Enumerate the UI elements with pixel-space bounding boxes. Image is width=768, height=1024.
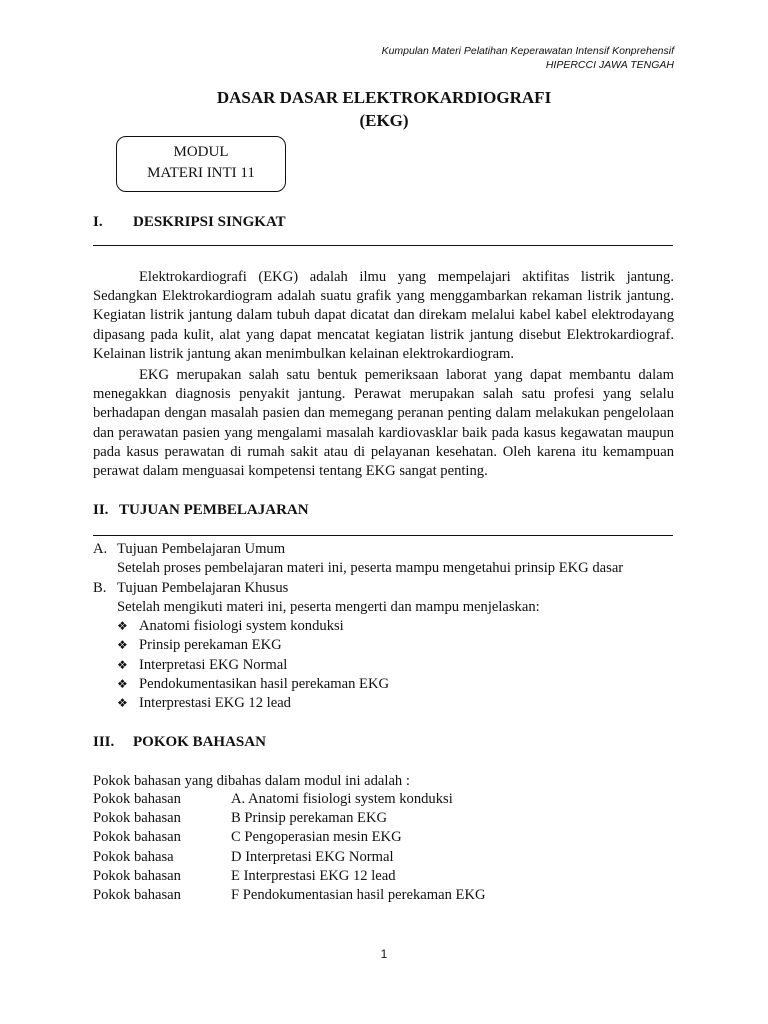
module-label: MODUL [173, 144, 229, 160]
list-item-text: Pendokumentasikan hasil perekaman EKG [139, 676, 390, 692]
section-heading-1 [93, 214, 286, 231]
divider-line [93, 245, 673, 246]
section-heading-3 [93, 734, 266, 751]
page-number: 1 [380, 947, 388, 961]
objective-general [93, 540, 285, 559]
list-marker: A. [93, 541, 108, 557]
topic-value: A. Anatomi fisiologi system konduksi [231, 791, 453, 807]
section-title: DESKRIPSI SINGKAT [133, 214, 286, 230]
list-item [117, 617, 344, 636]
topics-intro: Pokok bahasan yang dibahas dalam modul ini adalah : [93, 773, 410, 789]
topic-label: Pokok bahasan [93, 868, 181, 884]
section-number: III. [93, 734, 115, 750]
topic-label: Pokok bahasan [93, 887, 181, 903]
module-box [116, 136, 286, 192]
diamond-bullet-icon: ❖ [117, 677, 128, 691]
objective-specific-text: Setelah mengikuti materi ini, peserta mengerti dan mampu menjelaskan: [117, 599, 540, 615]
section-number: I. [93, 214, 103, 230]
list-marker: B. [93, 580, 107, 596]
list-item [117, 636, 282, 655]
diamond-bullet-icon: ❖ [117, 638, 128, 652]
topic-label: Pokok bahasan [93, 829, 181, 845]
list-item [117, 675, 389, 694]
topic-value: C Pengoperasian mesin EKG [231, 829, 402, 845]
list-item-text: Interprestasi EKG 12 lead [139, 695, 291, 711]
list-item-text: Prinsip perekaman EKG [139, 637, 282, 653]
running-header [382, 44, 674, 72]
divider-line [93, 535, 673, 536]
objective-general-title: Tujuan Pembelajaran Umum [117, 541, 286, 557]
diamond-bullet-icon: ❖ [117, 696, 128, 710]
diamond-bullet-icon: ❖ [117, 619, 128, 633]
section-title: TUJUAN PEMBELAJARAN [119, 502, 309, 518]
topic-label: Pokok bahasan [93, 791, 181, 807]
topic-value: D Interpretasi EKG Normal [231, 849, 394, 865]
section-title: POKOK BAHASAN [133, 734, 266, 750]
list-item-text: Anatomi fisiologi system konduksi [139, 618, 344, 634]
topic-label: Pokok bahasa [93, 849, 174, 865]
document-title: DASAR DASAR ELEKTROKARDIOGRAFI [216, 88, 552, 107]
diamond-bullet-icon: ❖ [117, 658, 128, 672]
topic-value: F Pendokumentasian hasil perekaman EKG [231, 887, 486, 903]
list-item-text: Interpretasi EKG Normal [139, 657, 288, 673]
section-number: II. [93, 502, 109, 518]
document-subtitle: (EKG) [359, 111, 409, 130]
topic-value: B Prinsip perekaman EKG [231, 810, 388, 826]
objective-specific-title: Tujuan Pembelajaran Khusus [117, 580, 289, 596]
objective-specific [93, 579, 288, 598]
list-item [117, 694, 291, 713]
objective-general-text: Setelah proses pembelajaran materi ini, peserta mampu mengetahui prinsip EKG dasar [117, 560, 624, 576]
module-subject: MATERI INTI 11 [147, 165, 255, 181]
section-heading-2 [93, 502, 309, 519]
list-item [117, 656, 287, 675]
topic-label: Pokok bahasan [93, 810, 181, 826]
topic-value: E Interprestasi EKG 12 lead [231, 868, 396, 884]
paragraph-2: EKG merupakan salah satu bentuk pemeriksaan laborat yang dapat membantu dalam menegakkan diagnosis penyakit jantung. Perawat merupakan salah satu profesi yang selalu berhadapan dengan masalah pasien dan memegang peranan penting dalam melakukan pengelolaan dan perawatan pasien yang mengalami masalah kardiovasklar baik pada kasus kegawatan maupun pada kasus perawatan di rumah sakit atau di pelayanan kesehatan. Oleh karena itu kemampuan perawat dalam menguasai kompetensi tentang EKG sangat penting. [93, 367, 674, 480]
running-header-line1: Kumpulan Materi Pelatihan Keperawatan Intensif Konprehensif [381, 45, 674, 57]
running-header-line2: HIPERCCI JAWA TENGAH [545, 59, 674, 71]
paragraph-1: Elektrokardiografi (EKG) adalah ilmu yang mempelajari aktifitas listrik jantung. Sedangkan Elektrokardiogram adalah suatu grafik yang menggambarkan rekaman listrik jantung. Kegiatan listrik jantung dalam tubuh dapat dicatat dan direkam melalui kabel kabel elektrodayang dipasang pada kulit, alat yang dapat mencatat kegiatan listrik jantung disebut Elektrokardiograf. Kelainan listrik jantung akan menimbulkan kelainan elektrokardiogram. [93, 269, 674, 362]
